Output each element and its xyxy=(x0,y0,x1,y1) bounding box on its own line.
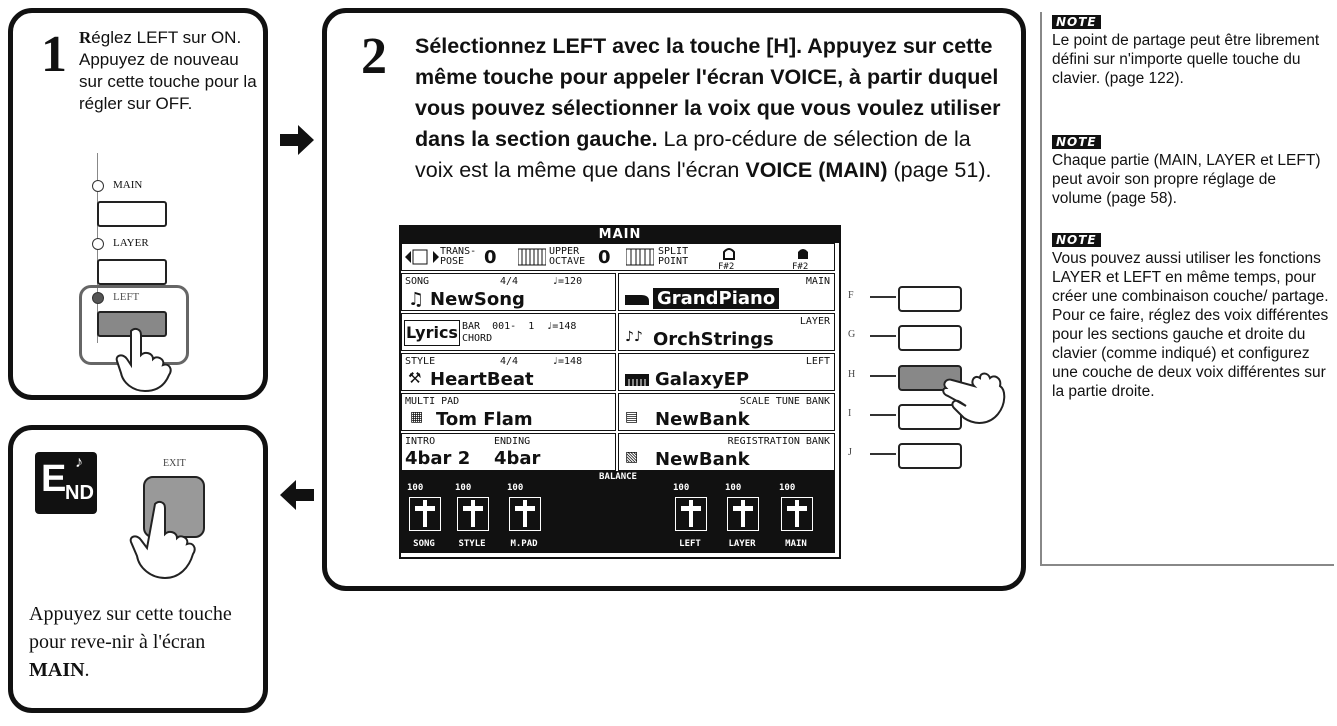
registration-cell[interactable] xyxy=(618,433,835,471)
scale-icon: ▤ xyxy=(625,409,639,425)
left-voice-cell[interactable] xyxy=(618,353,835,391)
main-panel-button[interactable] xyxy=(97,201,167,227)
intro-label: INTRO xyxy=(405,436,436,447)
chord-label: CHORD xyxy=(462,333,493,344)
panel-line xyxy=(870,335,896,337)
left-voice-label: LEFT xyxy=(805,356,830,367)
fader-value: 100 xyxy=(779,483,796,493)
step2-text xyxy=(415,31,1005,186)
split-note-icon xyxy=(722,246,736,260)
left-led-icon xyxy=(92,292,104,304)
arrow-right-icon xyxy=(280,125,314,155)
panel-line xyxy=(870,375,896,377)
note-3-text: Vous pouvez aussi utiliser les fonctions LAYER et LEFT en même temps, pour créer une combinaison couche/ partage. Pour ce faire, réglez des voix différentes pour les sections gauche et droite du clavier (comme indiqué) et configurez une couche de deux voix différentes sur la partie droite. xyxy=(1052,250,1329,400)
transpose-icon xyxy=(405,248,439,266)
multipad-cell[interactable] xyxy=(401,393,616,431)
style-cell[interactable] xyxy=(401,353,616,391)
song-time: 4/4 xyxy=(500,276,519,287)
step1-rest: églez LEFT sur ON. Appuyez de nouveau sur cette touche pour la régler sur OFF. xyxy=(79,28,257,113)
style-time: 4/4 xyxy=(500,356,519,367)
fader-slider[interactable] xyxy=(409,497,441,531)
fader-slider[interactable] xyxy=(509,497,541,531)
intro-ending-cell[interactable] xyxy=(401,433,616,471)
panel-letter: I xyxy=(848,408,852,419)
note-2-text: Chaque partie (MAIN, LAYER et LEFT) peut avoir son propre réglage de volume (page 58). xyxy=(1052,152,1321,207)
step1-box xyxy=(8,8,268,400)
panel-line xyxy=(870,296,896,298)
exit-label: EXIT xyxy=(163,458,186,469)
lyrics-cell[interactable] xyxy=(401,313,616,351)
pressing-hand-exit-icon xyxy=(125,498,205,588)
multipad-name: Tom Flam xyxy=(436,409,533,430)
panel-letter: H xyxy=(848,369,856,380)
note-1 xyxy=(1052,12,1330,88)
ending-label: ENDING xyxy=(494,436,531,447)
panel-line xyxy=(870,414,896,416)
note-3-tag: NOTE xyxy=(1052,233,1101,247)
lcd-top-row xyxy=(401,243,835,271)
panel-letter: J xyxy=(848,447,852,458)
layer-voice-name: OrchStrings xyxy=(653,329,774,350)
panel-button[interactable] xyxy=(898,443,962,469)
end-badge xyxy=(35,452,97,514)
scale-tune-label: SCALE TUNE BANK xyxy=(739,396,830,407)
step1-text xyxy=(79,27,264,115)
lcd-title: MAIN xyxy=(401,227,839,243)
registration-label: REGISTRATION BANK xyxy=(727,436,830,447)
song-cell[interactable] xyxy=(401,273,616,311)
layer-btn-label: LAYER xyxy=(113,237,149,249)
split-keyboard-icon xyxy=(626,248,654,266)
strings-icon: ♪♪ xyxy=(625,329,643,345)
bar-text: BAR 001- 1 ♩=148 xyxy=(462,321,577,332)
lyrics-box[interactable]: Lyrics xyxy=(404,320,460,346)
end-text-c: . xyxy=(84,659,90,681)
note-1-tag: NOTE xyxy=(1052,15,1101,29)
music-note-icon: ♪ xyxy=(75,454,83,471)
transpose-value: 0 xyxy=(484,247,497,268)
step2-bold: Sélectionnez LEFT avec la touche [H]. Appuyez sur cette même touche pour appeler l'écran VOICE, à partir duquel vous pouvez sélectionner la voix que vous voulez utiliser dans la section gauche. xyxy=(415,34,1001,151)
panel-line xyxy=(870,453,896,455)
end-box xyxy=(8,425,268,713)
fader-label: SONG xyxy=(413,539,435,549)
notes-column xyxy=(1040,12,1334,566)
style-tempo: ♩=148 xyxy=(552,356,583,367)
fader-label: STYLE xyxy=(458,539,486,549)
style-label: STYLE xyxy=(405,356,436,367)
style-drum-icon: ⚒ xyxy=(408,369,422,387)
multipad-label: MULTI PAD xyxy=(405,396,460,407)
balance-panel xyxy=(401,471,835,553)
fader-value: 100 xyxy=(673,483,690,493)
fader-label: MAIN xyxy=(785,539,807,549)
end-text xyxy=(29,600,264,684)
split-note-1: F#2 xyxy=(718,262,735,272)
end-badge-e: E xyxy=(41,458,67,500)
fader-value: 100 xyxy=(507,483,524,493)
split-note-icon-2 xyxy=(796,246,810,260)
fader-slider[interactable] xyxy=(781,497,813,531)
fader-label: LEFT xyxy=(679,539,701,549)
main-voice-name: GrandPiano xyxy=(653,288,779,309)
step1-number: 1 xyxy=(41,26,67,83)
keyboard-icon xyxy=(518,248,546,266)
layer-voice-label: LAYER xyxy=(799,316,830,327)
fader-label: M.PAD xyxy=(510,539,538,549)
fader-value: 100 xyxy=(407,483,424,493)
style-name: HeartBeat xyxy=(430,369,534,390)
fader-label: LAYER xyxy=(728,539,756,549)
arrow-left-icon xyxy=(280,480,314,510)
fader-value: 100 xyxy=(725,483,742,493)
layer-voice-cell[interactable] xyxy=(618,313,835,351)
layer-led-icon xyxy=(92,238,104,250)
song-name: NewSong xyxy=(430,289,525,310)
step2-text-a: La pro-cédure de sélection de la voix est la même que dans l'écran xyxy=(415,127,971,182)
left-btn-label: LEFT xyxy=(113,291,140,303)
fader-slider[interactable] xyxy=(457,497,489,531)
registration-icon: ▧ xyxy=(625,449,639,465)
main-voice-cell[interactable] xyxy=(618,273,835,311)
scale-bank-name: NewBank xyxy=(655,409,750,430)
panel-button[interactable] xyxy=(898,325,962,351)
panel-letter: G xyxy=(848,329,856,340)
main-led-icon xyxy=(92,180,104,192)
upper-octave-label: UPPER OCTAVE xyxy=(549,246,586,267)
transpose-label: TRANS- POSE xyxy=(440,246,477,267)
step2-text-b: VOICE (MAIN) xyxy=(745,158,888,182)
main-voice-label: MAIN xyxy=(805,276,830,287)
note-3 xyxy=(1052,230,1330,401)
ending-value: 4bar xyxy=(494,448,541,469)
pressing-hand-h-icon xyxy=(940,360,1010,430)
note-2 xyxy=(1052,132,1330,208)
panel-letter: F xyxy=(848,290,854,301)
multipad-icon: ▦ xyxy=(410,409,424,425)
intro-value: 4bar 2 xyxy=(405,448,471,469)
piano-icon xyxy=(625,292,649,306)
song-note-icon: ♫ xyxy=(408,289,425,310)
fader-slider[interactable] xyxy=(727,497,759,531)
balance-label: BALANCE xyxy=(599,472,637,482)
left-voice-name: GalaxyEP xyxy=(655,369,750,390)
split-point-label: SPLIT POINT xyxy=(658,246,689,267)
upper-octave-value: 0 xyxy=(598,247,611,268)
lcd-screen xyxy=(399,225,841,559)
song-label: SONG xyxy=(405,276,430,287)
scale-tune-cell[interactable] xyxy=(618,393,835,431)
note-1-text: Le point de partage peut être librement défini sur n'importe quelle touche du clavier. (page 122). xyxy=(1052,32,1320,87)
step2-text-c: (page 51). xyxy=(887,158,992,182)
fader-value: 100 xyxy=(455,483,472,493)
step1-bold: R xyxy=(79,28,92,47)
step2-number: 2 xyxy=(361,28,387,85)
fader-slider[interactable] xyxy=(675,497,707,531)
registration-bank-name: NewBank xyxy=(655,449,750,470)
panel-button[interactable] xyxy=(898,286,962,312)
split-note-2: F#2 xyxy=(792,262,809,272)
note-2-tag: NOTE xyxy=(1052,135,1101,149)
end-text-a: Appuyez sur cette touche pour reve-nir à l'écran xyxy=(29,603,232,653)
end-badge-nd: ND xyxy=(65,482,94,504)
pressing-hand-icon xyxy=(113,325,183,395)
ep-icon xyxy=(625,372,649,391)
main-btn-label: MAIN xyxy=(113,179,143,191)
layer-panel-button[interactable] xyxy=(97,259,167,285)
song-tempo: ♩=120 xyxy=(552,276,583,287)
end-text-b: MAIN xyxy=(29,659,85,681)
